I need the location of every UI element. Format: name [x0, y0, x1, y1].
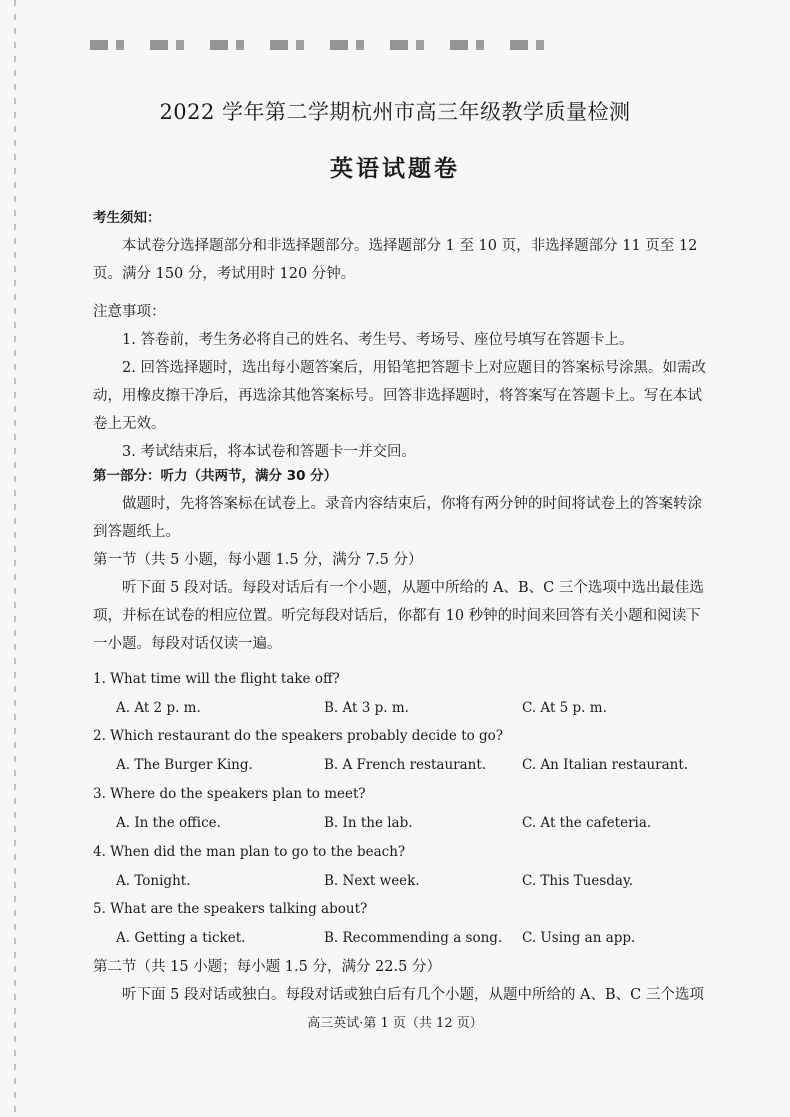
question-5: 5. What are the speakers talking about? [93, 901, 368, 917]
section2-heading: 第二节（共 15 小题；每小题 1.5 分，满分 22.5 分） [93, 959, 441, 975]
option-b: B. At 3 p. m. [324, 700, 409, 716]
option-a: A. Tonight. [116, 873, 191, 889]
option-b: B. A French restaurant. [324, 757, 487, 773]
exam-title: 2022 学年第二学期杭州市高三年级教学质量检测 [159, 100, 631, 124]
part1-instruction: 做题时，先将答案标在试卷上。录音内容结束后，你将有两分钟的时间将试卷上的答案转涂到答题纸上。 [93, 496, 702, 540]
option-a: A. Getting a ticket. [116, 930, 246, 946]
precaution-item: 2. 回答选择题时，选出每小题答案后，用铅笔把答题卡上对应题目的答案标号涂黑。如需改动，用橡皮擦干净后，再选涂其他答案标号。回答非选择题时，将答案写在答题卡上。写在本试卷上无效。 [93, 360, 706, 432]
precautions-block [93, 298, 708, 466]
exam-subtitle: 英语试题卷 [330, 156, 460, 182]
option-b: B. In the lab. [324, 815, 413, 831]
precautions-heading: 注意事项： [93, 304, 166, 320]
option-c: C. An Italian restaurant. [522, 757, 689, 773]
option-b: B. Next week. [324, 873, 420, 889]
option-c: C. Using an app. [522, 930, 636, 946]
section1-instruction: 听下面 5 段对话。每段对话后有一个小题，从题中所给的 A、B、C 三个选项中选出最佳选项，并标在试卷的相应位置。听完每段对话后，你都有 10 秒钟的时间来回答有关小题和阅读下一小题。每段对话仅读一遍。 [93, 580, 704, 652]
option-a: A. At 2 p. m. [116, 700, 201, 716]
question-3: 3. Where do the speakers plan to meet? [93, 786, 366, 802]
option-a: A. In the office. [116, 815, 221, 831]
part1-heading: 第一部分：听力（共两节，满分 30 分） [93, 468, 338, 484]
option-a: A. The Burger King. [116, 757, 253, 773]
notice-heading: 考生须知： [93, 210, 161, 226]
precaution-item: 3. 考试结束后，将本试卷和答题卡一并交回。 [122, 444, 416, 460]
part1-block [93, 462, 708, 658]
precaution-item: 1. 答卷前，考生务必将自己的姓名、考生号、考场号、座位号填写在答题卡上。 [122, 332, 634, 348]
option-b: B. Recommending a song. [324, 930, 503, 946]
notice-block [93, 204, 708, 288]
question-4: 4. When did the man plan to go to the beach? [93, 844, 406, 860]
section1-heading: 第一节（共 5 小题，每小题 1.5 分，满分 7.5 分） [93, 552, 423, 568]
option-c: C. At the cafeteria. [522, 815, 652, 831]
question-2: 2. Which restaurant do the speakers probably decide to go? [93, 728, 504, 744]
option-c: C. At 5 p. m. [522, 700, 607, 716]
section2-block [93, 953, 708, 1009]
page-footer: 高三英试·第 1 页（共 12 页） [307, 1016, 483, 1031]
section2-instruction: 听下面 5 段对话或独白。每段对话或独白后有几个小题，从题中所给的 A、B、C 三个选项 [122, 987, 704, 1003]
question-1: 1. What time will the flight take off? [93, 671, 340, 687]
option-c: C. This Tuesday. [522, 873, 634, 889]
scan-artifact [90, 40, 560, 50]
notice-text: 本试卷分选择题部分和非选择题部分。选择题部分 1 至 10 页，非选择题部分 11 页至 12 页。满分 150 分，考试用时 120 分钟。 [93, 238, 698, 282]
